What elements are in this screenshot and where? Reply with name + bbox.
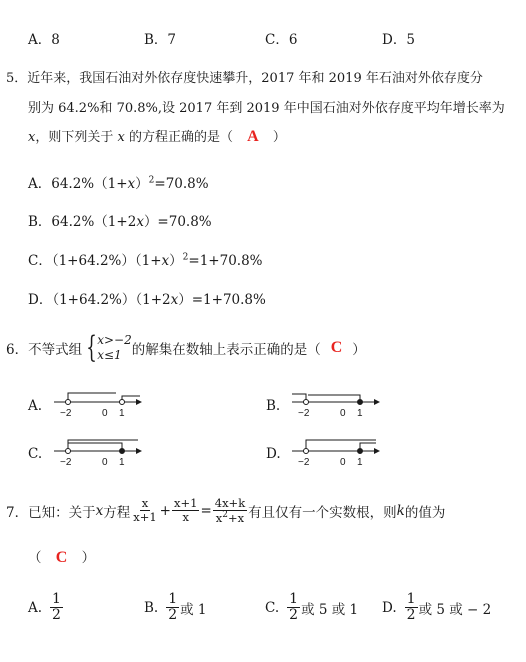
fraction-2 bbox=[172, 497, 199, 523]
tick-label: 1 bbox=[119, 457, 125, 468]
q4-option-b bbox=[144, 28, 176, 48]
tick-label: −2 bbox=[60, 408, 72, 419]
variable: x bbox=[127, 176, 136, 192]
numerator: 1 bbox=[168, 591, 178, 607]
option-text: （1+64.2%）（1+2 bbox=[52, 292, 171, 308]
option-letter: A． bbox=[28, 176, 52, 192]
q4-option-c bbox=[265, 28, 297, 48]
den-tail: +x bbox=[228, 510, 245, 525]
operator: = bbox=[200, 502, 212, 519]
closed-point bbox=[358, 400, 363, 405]
arrow-icon bbox=[136, 399, 142, 405]
stem-text: 方程 bbox=[103, 504, 131, 521]
tick-label: 0 bbox=[340, 408, 346, 419]
question-number: 5． bbox=[6, 71, 28, 86]
variable: x bbox=[28, 130, 36, 145]
q4-option-a bbox=[28, 28, 60, 48]
paren-close: ） bbox=[81, 550, 96, 566]
paren-open: （ bbox=[28, 550, 42, 566]
denominator: 2 bbox=[289, 607, 299, 624]
closed-point bbox=[358, 449, 363, 454]
option-letter: B． bbox=[28, 214, 52, 230]
denominator: x+1 bbox=[133, 510, 157, 525]
q6-option-c-letter: C. bbox=[28, 446, 43, 462]
denominator: 2 bbox=[406, 607, 416, 624]
option-value: 7 bbox=[167, 32, 177, 48]
paren-close: ） bbox=[352, 341, 366, 358]
q6-option-c-numberline bbox=[50, 434, 150, 468]
q5-option-c bbox=[28, 249, 263, 269]
option-value: 8 bbox=[51, 32, 60, 48]
option-text: ） bbox=[169, 253, 183, 269]
q6-option-a-letter: A. bbox=[28, 398, 43, 414]
fraction-1 bbox=[131, 497, 158, 523]
q6-option-d-numberline bbox=[288, 434, 388, 468]
option-text: 或 5 或 − 2 bbox=[418, 601, 492, 618]
option-text: ） bbox=[135, 176, 149, 192]
ray-left bbox=[68, 393, 116, 402]
option-text: ）=1+70.8% bbox=[178, 292, 266, 308]
inequality: x≤1 bbox=[97, 347, 122, 362]
tick-label: 0 bbox=[102, 408, 108, 419]
variable: k bbox=[396, 502, 405, 519]
option-letter: C． bbox=[265, 32, 289, 48]
open-point bbox=[304, 400, 309, 405]
q7-option-b bbox=[144, 592, 207, 624]
option-text: =70.8% bbox=[154, 176, 209, 192]
variable: x bbox=[170, 292, 179, 308]
answer-mark: A bbox=[247, 128, 259, 145]
fraction bbox=[50, 592, 63, 624]
q6-option-d-letter: D. bbox=[266, 446, 281, 462]
numerator: x+1 bbox=[173, 496, 198, 511]
ray-left bbox=[68, 443, 122, 451]
option-text: 或 1 bbox=[180, 601, 207, 618]
stem-text: 的值为 bbox=[404, 504, 446, 521]
arrow-icon bbox=[374, 399, 380, 405]
option-text: 64.2%（1+ bbox=[51, 176, 128, 192]
q7-option-d bbox=[382, 592, 491, 624]
option-value: 6 bbox=[288, 32, 298, 48]
variable: x bbox=[117, 130, 125, 145]
variable: x bbox=[161, 253, 170, 269]
answer-mark: C bbox=[55, 549, 68, 566]
q5-stem-line3 bbox=[28, 126, 286, 146]
question-number: 7． bbox=[6, 504, 29, 521]
ray-right bbox=[306, 440, 376, 451]
inequality: x>−2 bbox=[97, 332, 132, 347]
exponent: 2 bbox=[148, 175, 155, 186]
tick-label: −2 bbox=[298, 408, 310, 419]
option-text: ）=70.8% bbox=[143, 214, 212, 230]
stem-text: 近年来，我国石油对外依存度快速攀升，2017 年和 2019 年石油对外依存度分 bbox=[27, 71, 483, 86]
den-base: x bbox=[215, 510, 223, 525]
tick-label: 0 bbox=[102, 457, 108, 468]
tick-label: 1 bbox=[357, 408, 363, 419]
stem-text: 有且仅有一个实数根，则 bbox=[248, 504, 397, 521]
q4-option-d bbox=[382, 28, 415, 48]
tick-label: 1 bbox=[357, 457, 363, 468]
variable: x bbox=[136, 214, 144, 230]
inequality-system bbox=[97, 333, 132, 363]
variable: x bbox=[95, 502, 104, 519]
stem-text: 已知：关于 bbox=[28, 504, 96, 521]
denominator: 2 bbox=[52, 607, 61, 624]
stem-text: ，则下列关于 bbox=[35, 130, 118, 145]
q5-option-b bbox=[28, 210, 212, 230]
tick-label: 1 bbox=[119, 408, 125, 419]
option-text: （1+64.2%）（1+ bbox=[51, 253, 162, 269]
fraction bbox=[405, 592, 418, 624]
option-letter: D． bbox=[28, 292, 53, 308]
option-letter: C. bbox=[265, 599, 280, 616]
numerator: 4x+k bbox=[214, 496, 246, 510]
question-number: 6． bbox=[6, 341, 29, 358]
q7-option-a bbox=[28, 592, 64, 624]
q7-answer-line bbox=[28, 546, 95, 567]
fraction-3 bbox=[213, 497, 247, 524]
option-value: 5 bbox=[406, 32, 415, 48]
option-letter: C． bbox=[28, 253, 52, 269]
open-point bbox=[66, 400, 71, 405]
q7-option-c bbox=[265, 592, 358, 624]
tick-label: 0 bbox=[340, 457, 346, 468]
numerator: 1 bbox=[52, 591, 61, 607]
option-letter: B. bbox=[144, 599, 159, 616]
q6-option-b-letter: B. bbox=[266, 398, 281, 414]
ray-to-left bbox=[308, 395, 360, 402]
q6-option-b-numberline bbox=[288, 385, 388, 419]
answer-mark: C bbox=[330, 338, 343, 356]
denominator bbox=[214, 511, 246, 524]
option-letter: A． bbox=[28, 32, 52, 48]
paren-close: ） bbox=[272, 130, 286, 145]
numerator: 1 bbox=[406, 591, 416, 607]
q5-option-a bbox=[28, 172, 209, 192]
q6-option-a-numberline bbox=[50, 385, 150, 419]
option-letter: D. bbox=[382, 599, 397, 616]
open-point bbox=[120, 400, 125, 405]
closed-point bbox=[120, 449, 125, 454]
exponent: 2 bbox=[222, 509, 229, 520]
arrow-icon bbox=[374, 448, 380, 454]
tick-label: −2 bbox=[60, 457, 72, 468]
option-text: 64.2%（1+2 bbox=[51, 214, 137, 230]
numerator: 1 bbox=[289, 591, 299, 607]
open-point bbox=[304, 449, 309, 454]
exponent: 2 bbox=[182, 252, 189, 263]
brace-icon: { bbox=[86, 330, 97, 365]
q7-stem bbox=[6, 497, 445, 524]
stem-text: 不等式组 bbox=[28, 341, 83, 358]
q5-stem-line2: 别为 64.2%和 70.8%,设 2017 年到 2019 年中国石油对外依存度平均年增长率为 bbox=[28, 101, 505, 116]
arrow-icon bbox=[136, 448, 142, 454]
denominator: 2 bbox=[168, 607, 178, 624]
option-text: =1+70.8% bbox=[188, 253, 263, 269]
denominator: x bbox=[182, 510, 189, 525]
fraction bbox=[287, 592, 300, 624]
q6-stem bbox=[6, 330, 366, 365]
option-letter: B． bbox=[144, 32, 168, 48]
q5-option-d bbox=[28, 288, 266, 308]
fraction bbox=[166, 592, 179, 624]
ray-right-long bbox=[68, 440, 138, 451]
numerator: x bbox=[141, 496, 149, 511]
stem-text: 的解集在数轴上表示正确的是（ bbox=[131, 341, 321, 358]
tick-label: −2 bbox=[298, 457, 310, 468]
option-letter: D． bbox=[382, 32, 407, 48]
open-point bbox=[66, 449, 71, 454]
operator: + bbox=[159, 502, 171, 519]
option-text: 或 5 或 1 bbox=[301, 601, 359, 618]
option-letter: A. bbox=[28, 599, 43, 616]
stem-text: 的方程正确的是（ bbox=[124, 130, 233, 145]
q5-stem-line1 bbox=[6, 67, 483, 86]
